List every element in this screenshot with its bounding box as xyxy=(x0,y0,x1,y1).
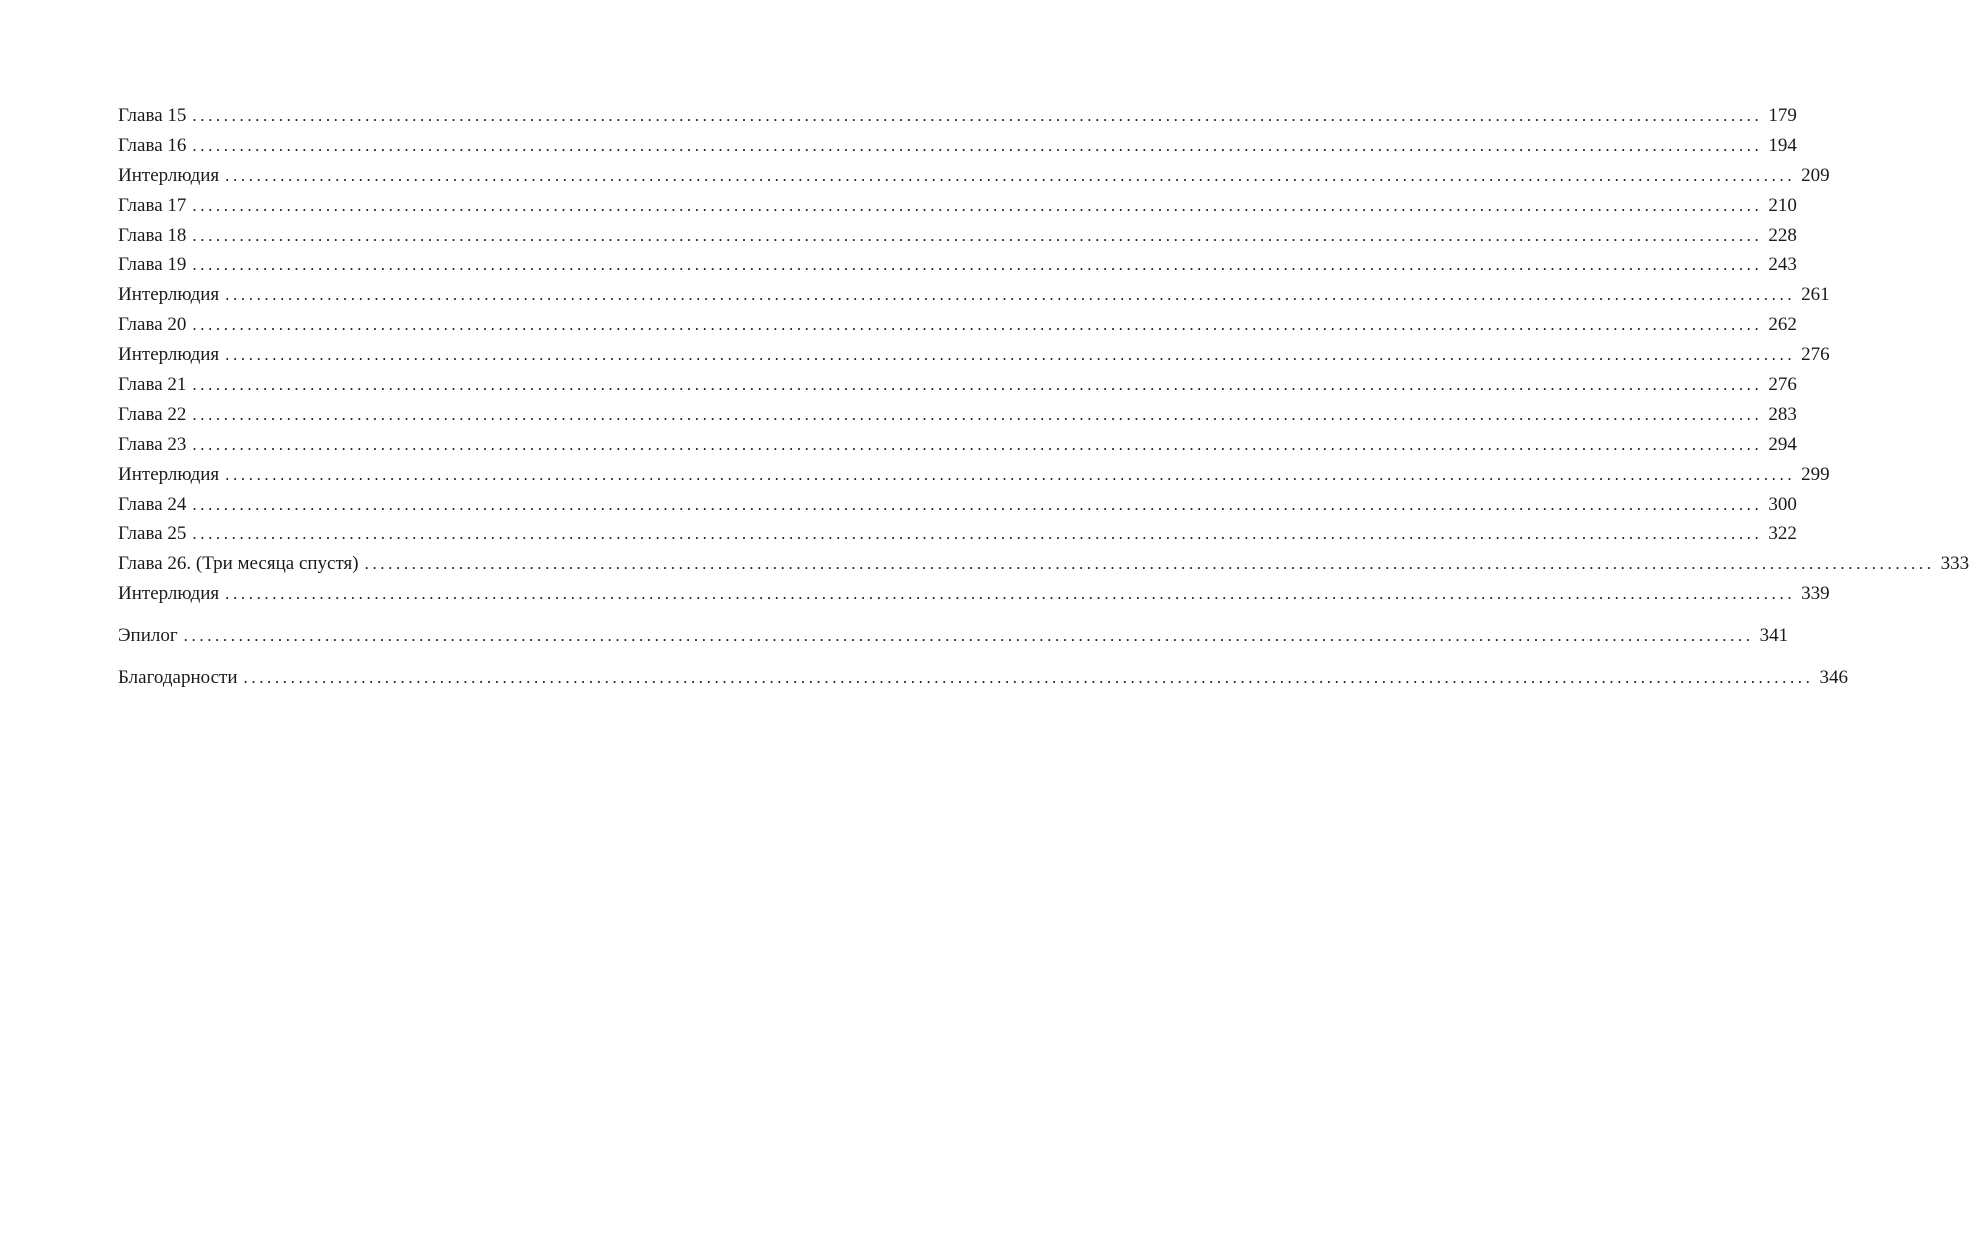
toc-entry-title: Глава 16 xyxy=(118,134,187,156)
toc-entry[interactable] xyxy=(118,370,1797,400)
dot-leader: ........................................................................................................................................................................................................ xyxy=(225,165,1796,185)
dot-leader: ........................................................................................................................................................................................................ xyxy=(192,135,1763,155)
toc-entry[interactable] xyxy=(118,549,1969,579)
toc-entry-title: Интерлюдия xyxy=(118,164,220,186)
toc-entry[interactable] xyxy=(118,280,1830,310)
dot-leader: ........................................................................................................................................................................................................ xyxy=(225,345,1796,365)
toc-entry-page: 276 xyxy=(1768,374,1797,396)
toc-entry-page: 346 xyxy=(1819,667,1848,689)
dot-leader: ........................................................................................................................................................................................................ xyxy=(225,285,1796,305)
toc-entry-acknowledgements[interactable] xyxy=(118,663,1848,693)
dot-leader: ........................................................................................................................................................................................................ xyxy=(225,464,1796,484)
toc-entry-title: Эпилог xyxy=(118,625,178,647)
dot-leader: ........................................................................................................................................................................................................ xyxy=(192,434,1763,454)
toc-entry[interactable] xyxy=(118,250,1797,280)
toc-entry-page: 210 xyxy=(1768,194,1797,216)
toc-entry-title: Глава 21 xyxy=(118,374,187,396)
toc-entry-title: Интерлюдия xyxy=(118,284,220,306)
toc-entry-page: 179 xyxy=(1768,105,1797,126)
table-of-contents xyxy=(118,101,1969,693)
toc-entry-title: Глава 25 xyxy=(118,523,187,545)
dot-leader: ........................................................................................................................................................................................................ xyxy=(192,404,1763,424)
dot-leader: ........................................................................................................................................................................................................ xyxy=(192,375,1763,395)
toc-entry-page: 262 xyxy=(1768,314,1797,336)
toc-entry[interactable] xyxy=(118,340,1830,370)
toc-entry-title: Глава 15 xyxy=(118,105,187,126)
toc-entry-title: Глава 26. (Три месяца спустя) xyxy=(118,553,359,575)
dot-leader: ........................................................................................................................................................................................................ xyxy=(192,106,1763,125)
toc-entry[interactable] xyxy=(118,191,1797,221)
toc-entry-page: 283 xyxy=(1768,403,1797,425)
dot-leader: ........................................................................................................................................................................................................ xyxy=(192,225,1763,245)
toc-entry-title: Интерлюдия xyxy=(118,344,220,366)
dot-leader: ........................................................................................................................................................................................................ xyxy=(364,554,1935,574)
dot-leader: ........................................................................................................................................................................................................ xyxy=(192,195,1763,215)
toc-entry-page: 333 xyxy=(1940,553,1969,575)
dot-leader: ........................................................................................................................................................................................................ xyxy=(243,668,1814,688)
toc-entry[interactable] xyxy=(118,579,1830,609)
toc-entry-page: 294 xyxy=(1768,433,1797,455)
toc-entry-page: 322 xyxy=(1768,523,1797,545)
toc-entry[interactable] xyxy=(118,400,1797,430)
toc-entry[interactable] xyxy=(118,519,1797,549)
toc-entry-title: Благодарности xyxy=(118,667,238,689)
toc-entry-title: Глава 19 xyxy=(118,254,187,276)
toc-entry-page: 341 xyxy=(1759,625,1789,647)
toc-entry-title: Интерлюдия xyxy=(118,583,220,605)
dot-leader: ........................................................................................................................................................................................................ xyxy=(192,524,1763,544)
toc-entry-title: Глава 18 xyxy=(118,224,187,246)
toc-entry-page: 300 xyxy=(1768,493,1797,515)
dot-leader: ........................................................................................................................................................................................................ xyxy=(192,255,1763,275)
toc-entry-title: Глава 20 xyxy=(118,314,187,336)
toc-entry-title: Глава 23 xyxy=(118,433,187,455)
toc-entry-page: 228 xyxy=(1768,224,1797,246)
toc-entry[interactable] xyxy=(118,430,1797,460)
toc-entry-page: 261 xyxy=(1801,284,1830,306)
dot-leader: ........................................................................................................................................................................................................ xyxy=(183,626,1754,646)
toc-entry-title: Глава 17 xyxy=(118,194,187,216)
toc-entry[interactable] xyxy=(118,131,1797,161)
toc-entry[interactable] xyxy=(118,310,1797,340)
dot-leader: ........................................................................................................................................................................................................ xyxy=(192,315,1763,335)
dot-leader: ........................................................................................................................................................................................................ xyxy=(192,494,1763,514)
toc-entry[interactable] xyxy=(118,101,1797,131)
toc-entry-epilogue[interactable] xyxy=(118,621,1789,651)
toc-entry-title: Интерлюдия xyxy=(118,463,220,485)
toc-entry[interactable] xyxy=(118,460,1830,490)
dot-leader: ........................................................................................................................................................................................................ xyxy=(225,584,1796,604)
toc-entry-page: 194 xyxy=(1768,134,1797,156)
toc-entry-title: Глава 22 xyxy=(118,403,187,425)
toc-entry[interactable] xyxy=(118,490,1797,520)
toc-entry-page: 276 xyxy=(1801,344,1830,366)
toc-entry-page: 339 xyxy=(1801,583,1830,605)
toc-entry-title: Глава 24 xyxy=(118,493,187,515)
toc-entry[interactable] xyxy=(118,161,1830,191)
toc-entry-page: 299 xyxy=(1801,463,1830,485)
toc-entry[interactable] xyxy=(118,221,1797,251)
toc-entry-page: 209 xyxy=(1801,164,1830,186)
toc-entry-page: 243 xyxy=(1768,254,1797,276)
